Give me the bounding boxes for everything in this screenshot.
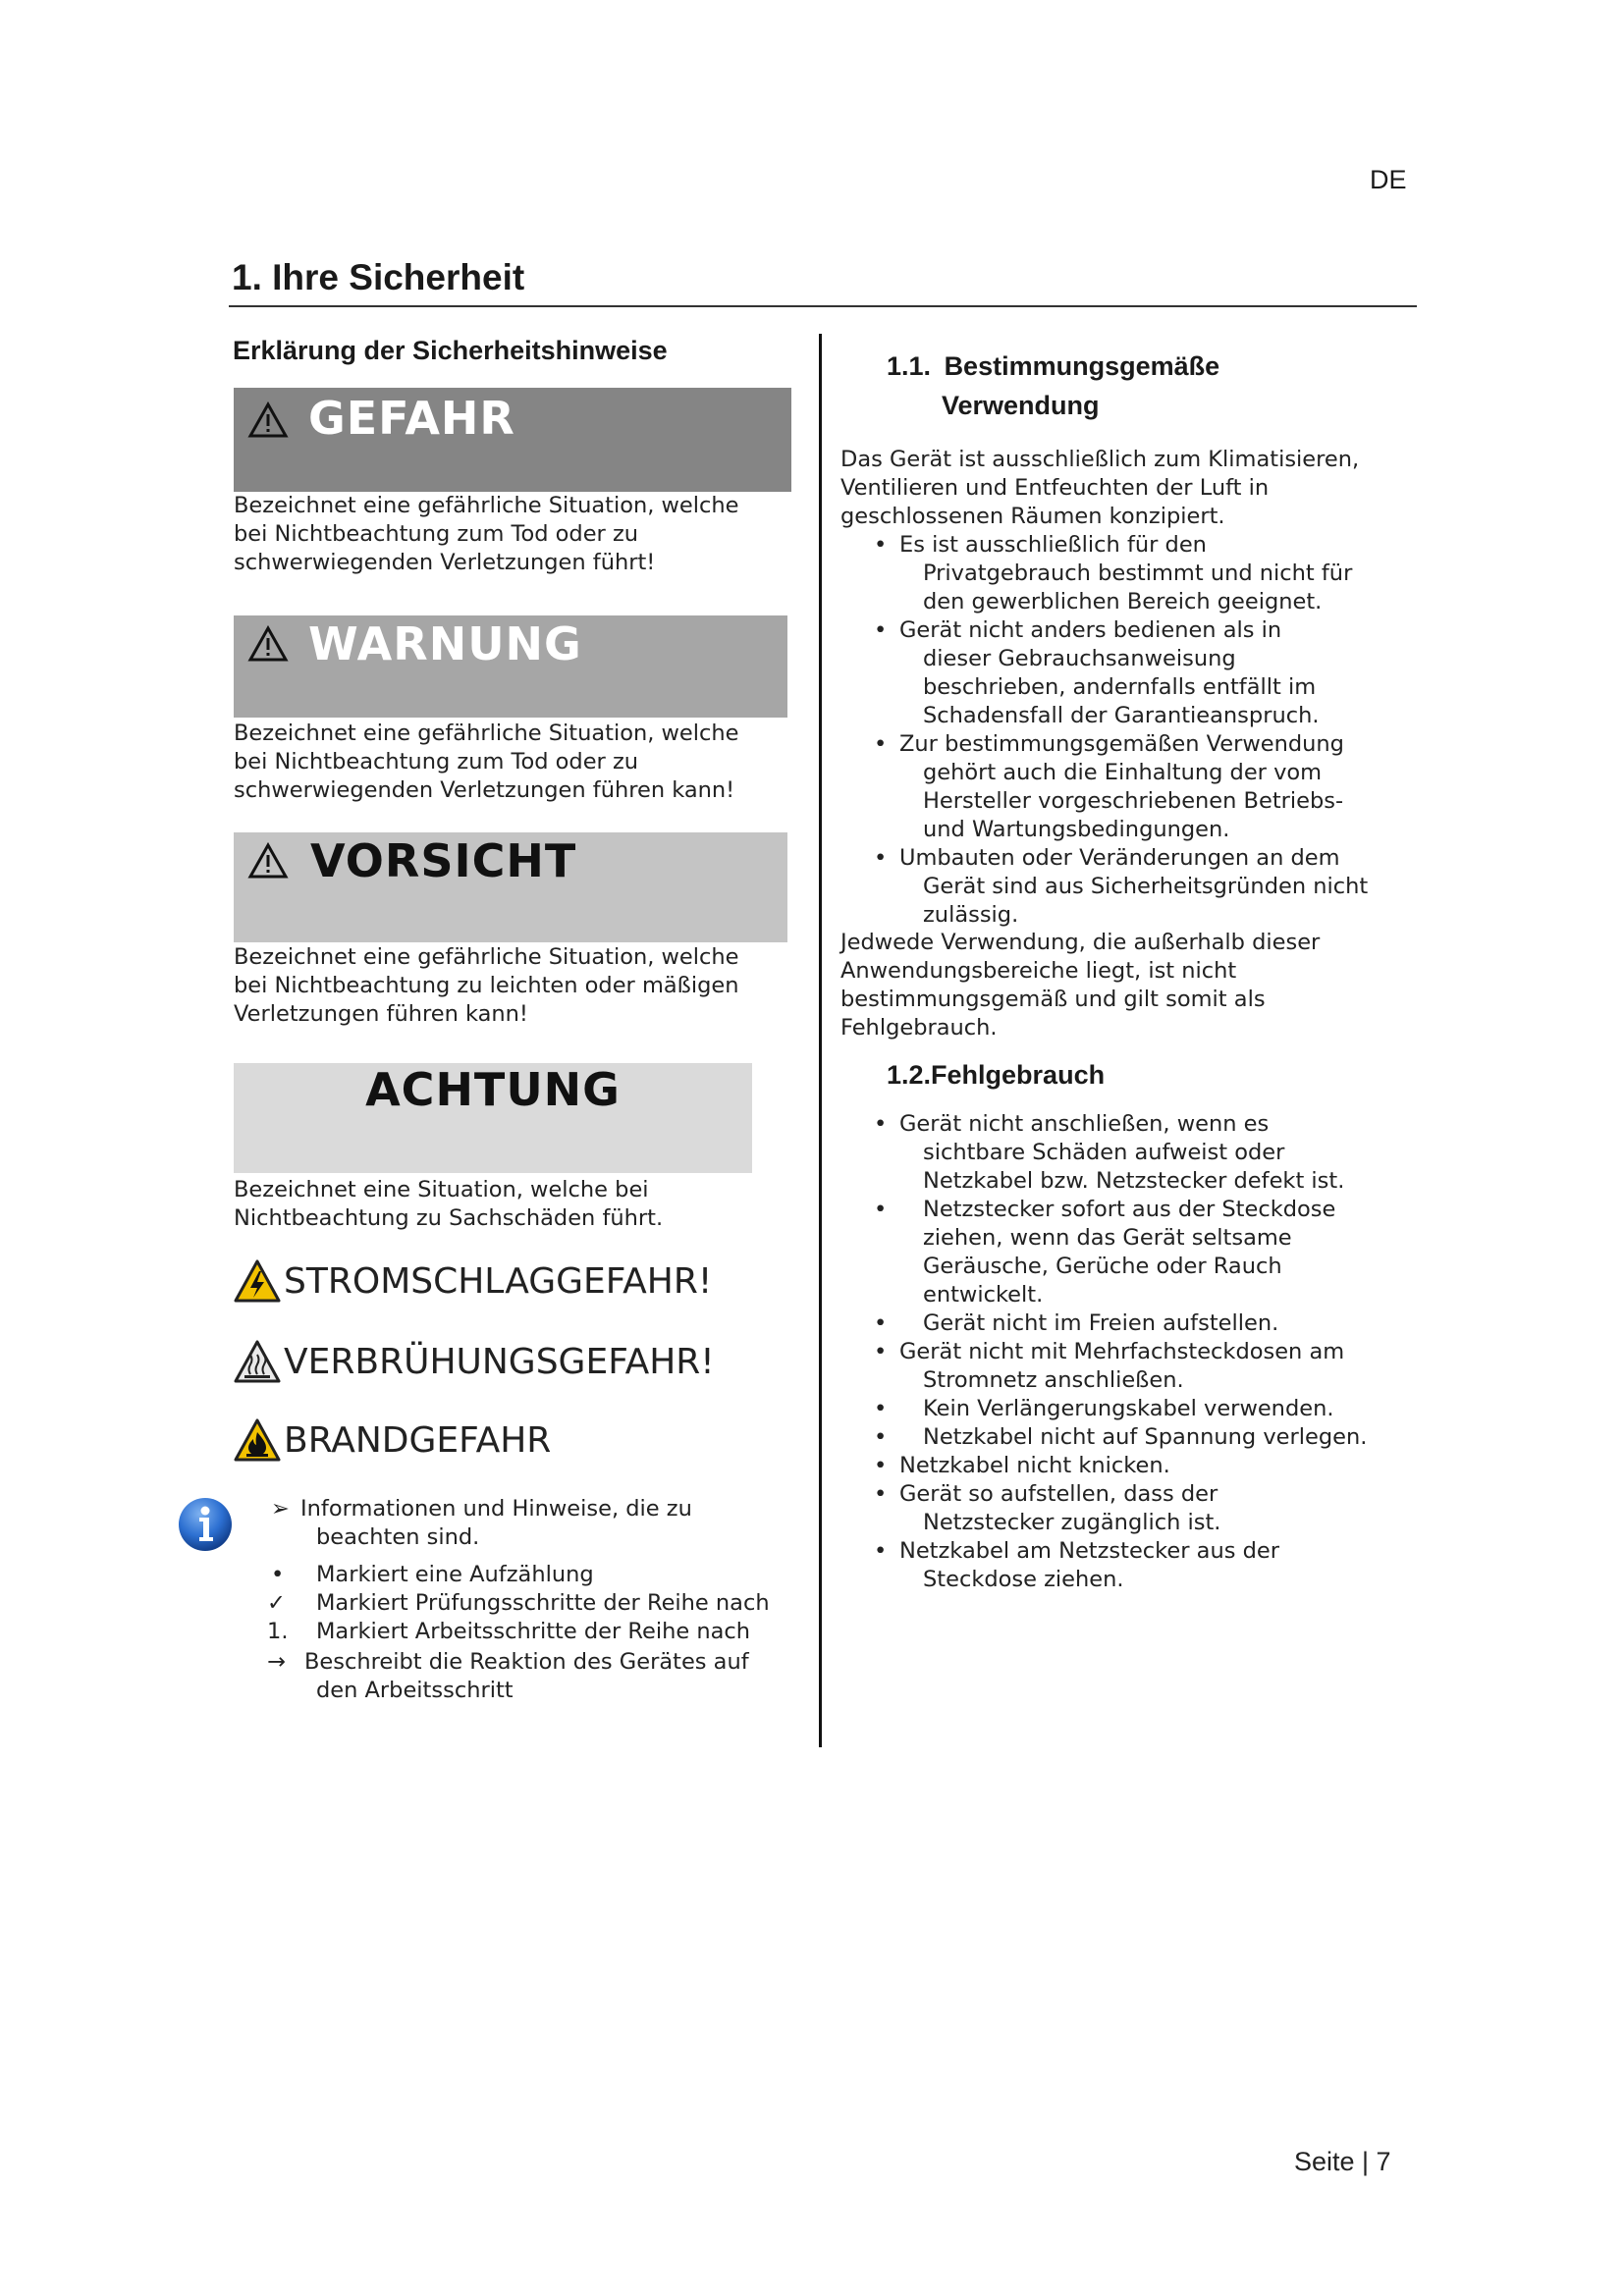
electric-shock-label: STROMSCHLAGGEFAHR! [284, 1260, 713, 1302]
list-item: • Netzkabel am Netzstecker aus der Steckdose ziehen. [874, 1538, 1279, 1592]
page-title: 1. Ihre Sicherheit [232, 257, 525, 297]
column-divider [819, 334, 822, 1747]
section-1-1-outro: Jedwede Verwendung, die außerhalb dieser Anwendungsbereiche liegt, ist nicht bestimmungsgemäß und gilt somit als Fehlgebrauch. [840, 930, 1321, 1041]
warning-banner [234, 615, 787, 718]
section-1-1-heading: 1.1. Bestimmungsgemäße [887, 351, 1220, 381]
section-1-2-list [840, 1110, 1410, 1594]
electric-shock-hazard [233, 1258, 712, 1304]
warning-triangle-icon [247, 401, 289, 439]
list-item: • Netzkabel nicht auf Spannung verlegen. [874, 1424, 1368, 1450]
caution-description: Bezeichnet eine gefährliche Situation, welche bei Nichtbeachtung zu leichten oder mäßigen Verletzungen führen kann! [234, 944, 739, 1027]
arrowhead-bullet-icon: ➢ [271, 1496, 290, 1522]
list-item: • Gerät nicht mit Mehrfachsteckdosen am Stromnetz anschließen. [874, 1339, 1345, 1393]
list-item: • Netzstecker sofort aus der Steckdose ziehen, wenn das Gerät seltsame Geräusche, Gerüche oder Rauch entwickelt. [874, 1197, 1336, 1308]
info-icon [177, 1496, 234, 1553]
warning-triangle-icon [247, 625, 289, 663]
title-rule [229, 305, 1417, 307]
list-item: • Kein Verlängerungskabel verwenden. [874, 1396, 1334, 1421]
notice-label: ACHTUNG [365, 1063, 621, 1116]
caution-banner [234, 832, 787, 942]
section-1-1-list [840, 531, 1410, 930]
section-1-1-heading-line2: Verwendung [942, 391, 1100, 420]
danger-label: GEFAHR [308, 392, 515, 445]
list-item: • Netzkabel nicht knicken. [874, 1453, 1170, 1478]
caution-label: VORSICHT [310, 834, 577, 887]
legend-bullet: • Markiert eine Aufzählung [271, 1562, 594, 1587]
list-item: • Gerät nicht anders bedienen als in dieser Gebrauchsanweisung beschrieben, andernfalls entfällt im Schadensfall der Garantieanspruch. [874, 617, 1320, 728]
language-code: DE [1370, 165, 1407, 194]
fire-icon [233, 1417, 282, 1463]
warning-label: WARNUNG [308, 617, 582, 670]
safety-notes-heading: Erklärung der Sicherheitshinweise [233, 336, 668, 365]
legend-numbered: 1. Markiert Arbeitsschritte der Reihe nach [267, 1619, 751, 1644]
scalding-hazard [233, 1339, 715, 1384]
checkmark-icon: ✓ [267, 1590, 286, 1616]
notice-description: Bezeichnet eine Situation, welche bei Nichtbeachtung zu Sachschäden führt. [234, 1177, 664, 1231]
section-1-1-intro: Das Gerät ist ausschließlich zum Klimatisieren, Ventilieren und Entfeuchten der Luft in geschlossenen Räumen konzipiert. [840, 447, 1360, 529]
arrow-right-icon: → [267, 1649, 286, 1675]
notice-banner [234, 1063, 752, 1173]
list-item: • Gerät nicht anschließen, wenn es sichtbare Schäden aufweist oder Netzkabel bzw. Netzstecker defekt ist. [874, 1111, 1345, 1194]
list-item: • Zur bestimmungsgemäßen Verwendung gehört auch die Einhaltung der vom Hersteller vorgeschriebenen Betriebs- und Wartungsbedingungen. [874, 731, 1344, 842]
danger-description: Bezeichnet eine gefährliche Situation, welche bei Nichtbeachtung zum Tod oder zu schwerwiegenden Verletzungen führt! [234, 493, 739, 575]
page-number: Seite | 7 [1294, 2147, 1391, 2176]
fire-label: BRANDGEFAHR [284, 1419, 552, 1461]
list-item: • Es ist ausschließlich für den Privatgebrauch bestimmt und nicht für den gewerblichen Bereich geeignet. [874, 532, 1353, 614]
warning-description: Bezeichnet eine gefährliche Situation, welche bei Nichtbeachtung zum Tod oder zu schwerwiegenden Verletzungen führen kann! [234, 721, 739, 803]
list-item: • Gerät nicht im Freien aufstellen. [874, 1310, 1279, 1336]
legend-info: ➢ Informationen und Hinweise, die zu beachten sind. [271, 1496, 692, 1550]
list-item: • Gerät so aufstellen, dass der Netzstecker zugänglich ist. [874, 1481, 1221, 1535]
electric-shock-icon [233, 1258, 282, 1304]
hot-surface-icon [233, 1339, 282, 1384]
list-item: • Umbauten oder Veränderungen an dem Gerät sind aus Sicherheitsgründen nicht zulässig. [874, 845, 1369, 928]
section-1-2-heading: 1.2.Fehlgebrauch [887, 1060, 1106, 1090]
scalding-label: VERBRÜHUNGSGEFAHR! [284, 1341, 715, 1382]
fire-hazard [233, 1417, 551, 1463]
danger-banner [234, 388, 791, 492]
bullet-icon: • [271, 1562, 285, 1587]
number-marker: 1. [267, 1619, 289, 1644]
warning-triangle-icon [247, 842, 289, 880]
legend-arrow: → Beschreibt die Reaktion des Gerätes auf den Arbeitsschritt [267, 1649, 749, 1703]
legend-check: ✓ Markiert Prüfungsschritte der Reihe nach [267, 1590, 770, 1616]
